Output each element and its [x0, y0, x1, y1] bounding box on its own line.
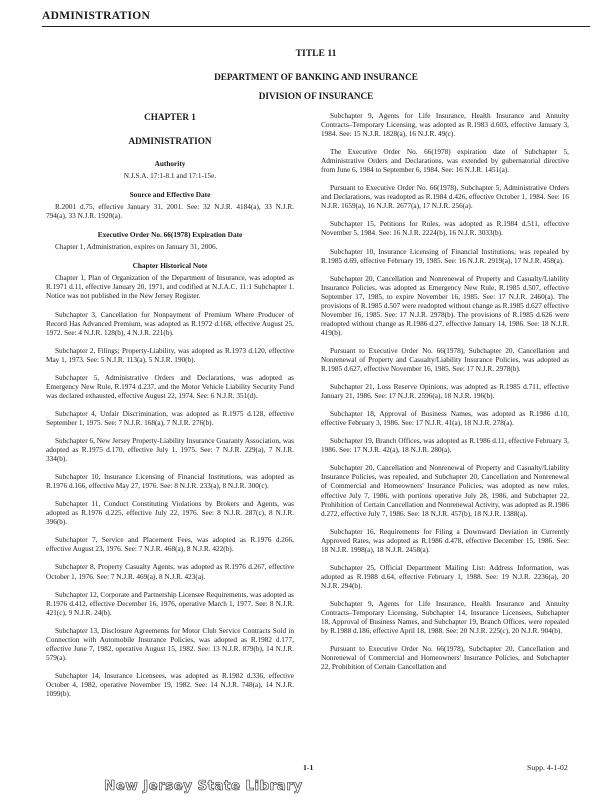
history-paragraph: Pursuant to Executive Order No. 66(1978), Subchapter 5, Administrative Orders and Declarations, was readopted as R.1984 d.426, effective October 1, 1984. See: 16 N.J.R. 1659(a), 16 N.J.R. 2677(a), 17 N.J.R. 256(a). — [321, 184, 569, 211]
history-paragraph: Subchapter 6, New Jersey Property-Liability Insurance Guaranty Association, was adopted as R.1975 d.170, effective July 1, 1975. See: 7 N.J.R. 229(a), 7 N.J.R. 334(b). — [46, 436, 294, 464]
history-paragraph: Chapter 1, Plan of Organization of the Department of Insurance, was adopted as R.1971 d.11, effective January 20, 1971, and codified at N.J.A.C. 11:1 Subchapter 1. Notice was not published in the New Jersey Register. — [46, 274, 294, 301]
running-head: ADMINISTRATION — [42, 10, 151, 22]
history-paragraph: Subchapter 5, Administrative Orders and Declarations, was adopted as Emergency New Rule, R.1974 d.237, and the Motor Vehicle Liability Security Fund was declared exhausted, effective August 22, 1974. See: 6 N.J.R. 351(d). — [46, 373, 294, 400]
left-column — [46, 112, 294, 708]
authority-heading: Authority — [154, 159, 186, 168]
historical-note-heading: Chapter Historical Note — [132, 261, 208, 271]
history-paragraph: Subchapter 21, Loss Reserve Opinions, was adopted as R.1985 d.711, effective January 21, 1986. See: 17 N.J.R. 2596(a), 18 N.J.R. 196(b). — [321, 383, 569, 401]
source-text: R.2001 d.75, effective January 31, 2001. See: 32 N.J.R. 4184(a), 33 N.J.R. 794(a), 33 N.J.R. 1920(a). — [46, 203, 294, 221]
history-paragraph: Subchapter 15, Petitions for Rules, was adopted as R.1984 d.511, effective November 5, 1984. See: 16 N.J.R. 2224(b), 16 N.J.R. 3033(b). — [321, 220, 569, 238]
history-paragraph: Subchapter 10, Insurance Licensing of Financial Institutions, was repealed by R.1985 d.69, effective February 19, 1985. See: 16 N.J.R. 2919(a), 17 N.J.R. 458(a). — [321, 247, 569, 265]
history-paragraph: Subchapter 11, Conduct Constituting Violations by Brokers and Agents, was adopted as R.1976 d.225, effective July 22, 1976. See: 8 N.J.R. 287(c), 8 N.J.R. 396(b). — [46, 500, 294, 527]
title-number: TITLE 11 — [295, 48, 337, 59]
history-paragraph: Subchapter 13, Disclosure Agreements for Motor Club Service Contracts Sold in Connection with Automobile Insurance Policies, was adopted as R.1982 d.177, effective June 7, 1982, operative August 15, 1982. See: 13 N.J.R. 879(b), 14 N.J.R. 579(a). — [46, 626, 294, 662]
historical-note-left — [46, 274, 294, 699]
executive-order-heading: Executive Order No. 66(1978) Expiration Date — [97, 230, 243, 240]
history-paragraph: Subchapter 9, Agents for Life Insurance, Health Insurance and Annuity Contracts–Temporary Licensing, was adopted as R.1983 d.603, effective January 3, 1984. See: 15 N.J.R. 1828(a), 16 N.J.R. 49(c). — [321, 112, 569, 139]
history-paragraph: Subchapter 16, Requirements for Filing a Downward Deviation in Currently Approved Rates, was adopted as R.1986 d.478, effective December 15, 1986. See: 18 N.J.R. 1998(a), 18 N.J.R. 2458(a). — [321, 527, 569, 554]
division-name: DIVISION OF INSURANCE — [258, 91, 374, 101]
history-paragraph: Subchapter 7, Service and Placement Fees, was adopted as R.1976 d.266, effective August 23, 1976. See: 7 N.J.R. 468(a), 8 N.J.R. 422(b). — [46, 536, 294, 554]
history-paragraph: Subchapter 10, Insurance Licensing of Financial Institutions, was adopted as R.1976 d.166, effective May 27, 1976. See: 8 N.J.R. 233(a), 8 N.J.R. 300(c). — [46, 473, 294, 491]
history-paragraph: Pursuant to Executive Order No. 66(1978), Subchapter 20, Cancellation and Nonrenewal of Property and Casualty/Liability Insurance Policies, was adopted as R.1985 d.627, effective November 16, 1985. See: 17 N.J.R. 2978(b). — [321, 346, 569, 374]
history-paragraph: Subchapter 2, Filings; Property-Liability, was adopted as R.1973 d.120, effective May 1, 1973. See: 5 N.J.R. 113(a), 5 N.J.R. 190(b). — [46, 346, 294, 364]
title-block — [42, 48, 590, 101]
history-paragraph: Subchapter 8, Property Casualty Agents, was adopted as R.1976 d.267, effective October 1, 1976. See: 7 N.J.R. 469(a), 8 N.J.R. 423(a). — [46, 563, 294, 581]
history-paragraph: Pursuant to Executive Order No. 66(1978), Subchapter 20, Cancellation and Nonrenewal of Commercial and Homeowners' Insurance Policies, and Subchapter 22, Prohibition of Certain Cancellation and — [321, 645, 569, 672]
history-paragraph: Subchapter 19, Branch Offices, was adopted as R.1986 d.11, effective February 3, 1986. See: 17 N.J.R. 42(a), 18 N.J.R. 280(a). — [321, 437, 569, 455]
authority-text: N.J.S.A. 17:1-8.1 and 17:1-15e. — [123, 172, 217, 181]
header-rule — [42, 26, 590, 27]
history-paragraph: Subchapter 9, Agents for Life Insurance, Health Insurance and Annuity Contracts–Temporary Licensing, Subchapter 14, Insurance Licensees, Subchapter 18, Approval of Business Names, and Subchapter 19, Branch Offices, were repealed by R.1988 d.186, effective April 18, 1988. See: 20 N.J.R. 225(c), 20 N.J.R. 904(b). — [321, 599, 569, 636]
history-paragraph: Subchapter 12, Corporate and Partnership Licensee Requirements, was adopted as R.1976 d.412, effective December 16, 1976, operative March 1, 1977. See: 8 N.J.R. 421(c), 9 N.J.R. 24(b). — [46, 590, 294, 617]
executive-order-text: Chapter 1, Administration, expires on January 31, 2006. — [55, 243, 218, 252]
chapter-number: CHAPTER 1 — [144, 112, 196, 122]
history-paragraph: Subchapter 4, Unfair Discrimination, was adopted as R.1975 d.128, effective September 1, 1975. See: 7 N.J.R. 168(a), 7 N.J.R. 276(b). — [46, 409, 294, 427]
history-paragraph: Subchapter 18, Approval of Business Names, was adopted as R.1986 d.10, effective February 3, 1986. See: 17 N.J.R. 41(a), 18 N.J.R. 278(a). — [321, 410, 569, 428]
historical-note-right — [321, 112, 569, 672]
source-heading: Source and Effective Date — [129, 190, 211, 200]
history-paragraph: Subchapter 20, Cancellation and Nonrenewal of Property and Casualty/Liability Insurance Policies, was adopted as Emergency New Rule, R.1985 d.507, effective September 17, 1985, to expire November 16, 1985. See: 17 N.J.R. 2460(a). The provisions of R.1985 d.507 were readopted without change as R.1985 d.627 effective November 16, 1985. See: 17 N.J.R. 2978(b). The provisions of R.1985 d.626 were readopted without change as R.1986 d.27, effective January 14, 1986. See: 18 N.J.R. 419(b). — [321, 274, 569, 337]
history-paragraph: The Executive Order No. 66(1978) expiration date of Subchapter 5, Administrative Orders and Declarations, was extended by gubernatorial directive from June 6, 1984 to September 6, 1984. See: 16 N.J.R. 1451(a). — [321, 148, 569, 175]
history-paragraph: Subchapter 14, Insurance Licensees, was adopted as R.1982 d.336, effective October 4, 1982, operative November 19, 1982. See: 14 N.J.R. 748(a), 14 N.J.R. 1099(b). — [46, 671, 294, 698]
page-folio: 1-1 — [303, 763, 314, 772]
history-paragraph: Subchapter 20, Cancellation and Nonrenewal of Property and Casualty/Liability Insurance Policies, was repealed, and Subchapter 20, Cancellation and Nonrenewal of Commercial and Homeowners' Insurance Policies, was adopted as new rules, effective July 7, 1986, with portions operative July 28, 1986, and Subchapter 22, Prohibition of Certain Cancellation and Nonrenewal Activity, was adopted as R.1986 d.272, effective July 7, 1986. See: 18 N.J.R. 457(b), 18 N.J.R. 1388(a). — [321, 464, 569, 518]
chapter-name: ADMINISTRATION — [128, 136, 212, 146]
right-column — [321, 112, 569, 681]
department-name: DEPARTMENT OF BANKING AND INSURANCE — [214, 72, 418, 82]
library-stamp: New Jersey State Library — [104, 778, 303, 794]
supplement-date: Supp. 4-1-02 — [527, 763, 568, 772]
history-paragraph: Subchapter 25, Official Department Mailing List: Address Information, was adopted as R.1988 d.64, effective February 1, 1988. See: 19 N.J.R. 2236(a), 20 N.J.R. 294(b). — [321, 563, 569, 590]
history-paragraph: Subchapter 3, Cancellation for Nonpayment of Premium Where Producer of Record Has Advanced Premium, was adopted as R.1972 d.168, effective August 25, 1972. See: 4 N.J.R. 128(b), 4 N.J.R. 221(b). — [46, 310, 294, 337]
